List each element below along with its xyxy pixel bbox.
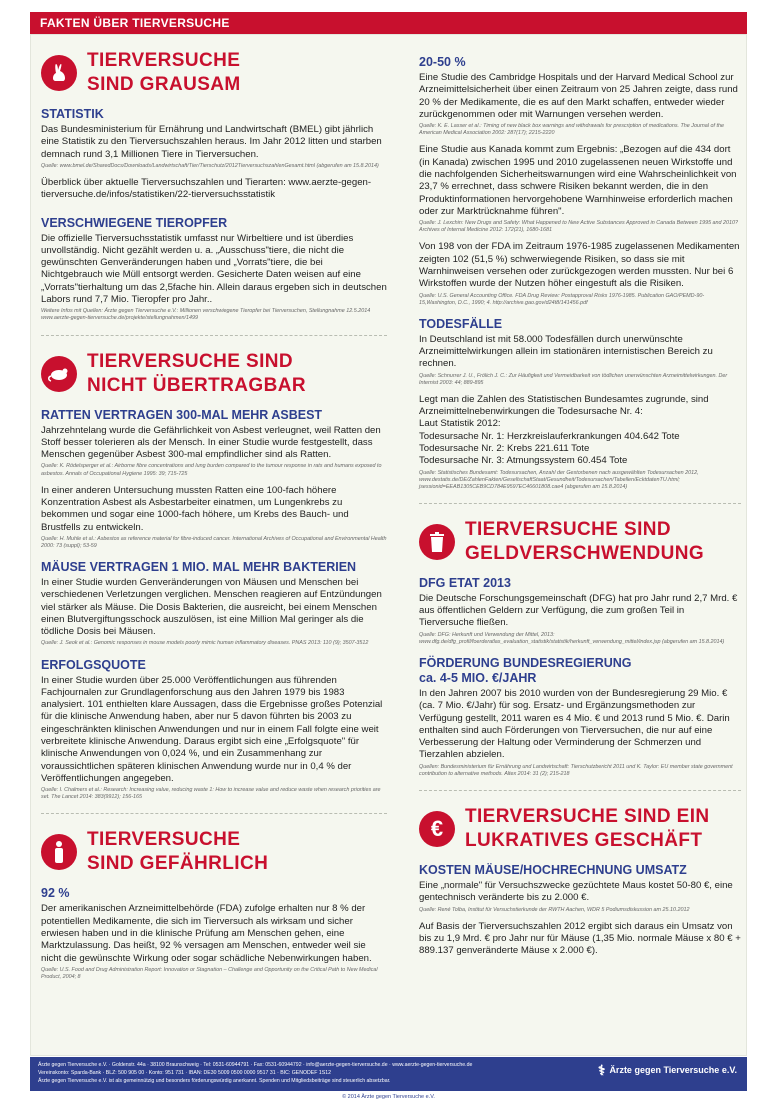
heading-hidden-victims: VERSCHWIEGENE TIEROPFER bbox=[41, 215, 228, 230]
paragraph-92-percent: Der amerikanischen Arzneimittelbehörde (FDA) zufolge erhalten nur 8 % der potentiellen Medikamente, die sich im Tierversuch als wirksam und sicher erwiesen haben und in die klinische Prüfung am Menschen gehen, eine Marktzulassung. Das heißt, 92 % versagen am Menschen, entweder weil sie nicht die gewünschte Wirkung oder sogar schädliche Nebenwirkungen haben. bbox=[41, 903, 372, 964]
divider bbox=[41, 335, 387, 336]
source-death-rank: Quelle: Statistisches Bundesamt: Todesursachen, Anzahl der Gestorbenen nach ausgewählten Todesursachen 2012, www.destatis.de/DE/ZahlenFakten/GesellschaftStaat/Gesundheit/Todesursachen/Tabellen/EcktdatenTU.html; jsessionid=EEAB1305CEB9CD784E9597EC46601808.cae4 (abgerufen am 15.8.2014) bbox=[419, 469, 699, 490]
section-title-dangerous-2: SIND GEFÄHRLICH bbox=[87, 853, 269, 875]
divider bbox=[41, 813, 387, 814]
paragraph-revenue: Auf Basis der Tierversuchszahlen 2012 ergibt sich daraus ein Umsatz von bis zu 1,9 Mrd. € pro Jahr nur für Mäuse (1,35 Mio. normale Mäuse x 80 € + 889.137 genveränderte Mäuse x 2.000 €). bbox=[419, 920, 741, 957]
section-title-waste-2: GELDVERSCHWENDUNG bbox=[465, 542, 705, 564]
paragraph-government-funding: In den Jahren 2007 bis 2010 wurden von der Bundesregierung 29 Mio. € (ca. 7 Mio. €/Jahr) für sog. Ersatz- und Ergänzungsmethoden zur Verfügung gestellt, 2011 waren es 4 Mio. € und 2013 rund 5 Mio. €. Darin enthalten sind auch Förderungen von Tierversuchen, die nur auf eine Verbesserung der Haltung oder Verminderung der Schmerzen und Tierzahlen abzielen. bbox=[419, 687, 730, 761]
paragraph-statistik: Das Bundesministerium für Ernährung und Landwirtschaft (BMEL) gibt jährlich eine Statistik zu den Tierversuchszahlen heraus. Im Jahr 2012 litten und starben demnach rund 3,1 Millionen Tiere in Tierversuchen. bbox=[41, 124, 382, 160]
source-government-funding: Quellen: Bundesministerium für Ernährung und Landwirtschaft: Tierschutzbericht 2011 und K. Taylor: EU member state government contribution to alternative methods. Altex 2014: 31 (2); 215-218 bbox=[419, 763, 733, 777]
footer-charity-line: Ärzte gegen Tierversuche e.V. ist als gemeinnützig und besonders förderungswürdig anerkannt. Spenden und Mitgliedsbeiträge sind steuerlich absetzbar. bbox=[38, 1078, 391, 1084]
paragraph-hidden-victims: Die offizielle Tierversuchsstatistik umfasst nur Wirbeltiere und ist überdies unvollständig. Nicht gezählt werden u. a. „Ausschuss"tiere, die nicht die gewünschten Genveränderungen haben und „Vorrats"tiere, die bei Nichtgebrauch wie Müll entsorgt werden. Gesicherte Daten weisen auf eine „Vorrats"tierhaltung um das 2,5fache hin. Allein daraus ergeben sich in deutschen Labors rund 7,7 Mio. Tieropfer pro Jahr.. bbox=[41, 232, 387, 306]
section-title-cruel-1: TIERVERSUCHE bbox=[87, 50, 241, 71]
stat-line-3: Todesursache Nr. 2: Krebs 221.611 Tote bbox=[419, 442, 590, 454]
page-header-title: FAKTEN ÜBER TIERVERSUCHE bbox=[40, 16, 230, 30]
source-fda: Quelle: U.S. General Accounting Office. FDA Drug Review: Postapproval Risks 1976-1985. Publication GAO/PEMD-90-15,Washington, D.C., 1990; 4. http://archive.gao.gov/d24t8/141456.pdf bbox=[419, 292, 705, 306]
heading-statistik: STATISTIK bbox=[41, 107, 104, 121]
divider bbox=[419, 503, 741, 504]
source-asbestos-2: Quelle: H. Muhle et al.: Asbestos as reference material for fibre-induced cancer. International Archives of Occupational and Environmental Health 2000: 73 (suppl); 53-59 bbox=[41, 535, 387, 549]
section-title-cruel-2: SIND GRAUSAM bbox=[87, 74, 241, 95]
heading-asbestos: RATTEN VERTRAGEN 300-MAL MEHR ASBEST bbox=[41, 407, 323, 422]
heading-dfg: DFG ETAT 2013 bbox=[419, 575, 511, 590]
source-mice-bacteria: Quelle: J. Seok et al.: Genomic responses in mouse models poorly mimic human inflammatory diseases. PNAS 2013: 110 (9); 3507-3512 bbox=[41, 640, 369, 647]
section-title-lucrative-1: TIERVERSUCHE SIND EIN bbox=[465, 805, 710, 827]
paragraph-mouse-costs: Eine „normale" für Versuchszwecke gezüchtete Maus kostet 50-80 €, eine gentechnisch veränderte bis zu 2.000 €. bbox=[419, 879, 733, 904]
heading-mice-bacteria: MÄUSE VERTRAGEN 1 MIO. MAL MEHR BAKTERIEN bbox=[41, 560, 357, 574]
source-20-50-percent: Quelle: K. E. Lasser et al.: Timing of new black box warnings and withdrawals for prescription of medications. The Journal of the American Medical Association 2002: 287(17); 2215-2220 bbox=[419, 123, 724, 137]
section-title-not-transferable-1: TIERVERSUCHE SIND bbox=[87, 350, 293, 372]
right-column bbox=[419, 35, 741, 957]
paragraph-death-rank: Legt man die Zahlen des Statistischen Bundesamtes zugrunde, sind Arzneimittelnebenwirkungen die Todesursache Nr. 4: bbox=[419, 393, 709, 418]
person-icon bbox=[41, 834, 77, 870]
paragraph-canada: Eine Studie aus Kanada kommt zum Ergebnis: „Bezogen auf die 434 dort (in Kanada) zwischen 1995 und 2010 zugelassenen neuen Wirkstoffe und die nachfolgenden Sicherheitswarnungen wird eine Wahrscheinlichkeit von 23,7 % errechnet, dass schwere Risiken bekannt werden, die in den Produktinformationen hervorgehobene Warnhinweise erforderlich machen oder zur Marktrücknahme führen". bbox=[419, 144, 737, 217]
heading-mouse-costs: KOSTEN MÄUSE/HOCHRECHNUNG UMSATZ bbox=[419, 862, 687, 877]
paragraph-dfg: Die Deutsche Forschungsgemeinschaft (DFG) hat pro Jahr rund 2,7 Mrd. € aus öffentlichen Geldern zur Verfügung, die zum großen Teil in Tierversuche fließen. bbox=[419, 592, 738, 629]
paragraph-overview-link: Überblick über aktuelle Tierversuchszahlen und Tierarten: www.aerzte-gegen-tierversuche.de/infos/statistiken/22-tierversuchsstatistik bbox=[41, 176, 372, 201]
stat-line-1: Laut Statistik 2012: bbox=[419, 418, 501, 430]
section-title-not-transferable-2: NICHT ÜBERTRAGBAR bbox=[87, 374, 306, 396]
rat-icon bbox=[41, 356, 77, 392]
source-canada: Quelle: J. Lexchin: New Drugs and Safety: What Happened to New Active Substances Approved in Canada Between 1995 and 2010? Archives of Internal Medicine 2012: 172(21), 1680-1681 bbox=[419, 220, 739, 234]
source-deaths: Quelle: Schnurrer J. U., Frölich J. C.: Zur Häufigkeit und Vermeidbarkeit von tödlichen unerwünschten Arzneimittelwirkungen. Der Internist 2003: 44; 889-895 bbox=[419, 372, 728, 386]
divider bbox=[419, 790, 741, 791]
heading-deaths: TODESFÄLLE bbox=[419, 316, 503, 331]
footer-contact-line: Ärzte gegen Tierversuche e.V. · Goldenstr. 44a · 38100 Braunschweig · Tel: 0531-60944791 · Fax: 0531-60944792 · info@aerzte-gegen-tierversuche.de · www.aerzte-gegen-tierversuche.de bbox=[38, 1062, 473, 1068]
stat-line-2: Todesursache Nr. 1: Herzkreislauferkrankungen 404.642 Tote bbox=[419, 430, 680, 442]
aesculapian-logo-icon: ⚕ bbox=[597, 1062, 606, 1078]
heading-success-rate: ERFOLGSQUOTE bbox=[41, 657, 146, 672]
paragraph-success-rate: In einer Studie wurden über 25.000 Veröffentlichungen aus führenden Fachjournalen zur Grundlagenforschung aus den Jahren 1979 bis 1983 analysiert. 101 enthielten klare Aussagen, dass die Ergebnisse großes Potenzial für die klinische Anwendung haben, aber nur 5 davon führten bis 2003 zu eingeschränkten klinischen Anwendungen und nur in einem Fall folgte eine weit verbreitete klinische Anwendung. Daraus ergibt sich eine „Erfolgsquote" für klinische Anwendungen von 0,024 %, und ein Zusammenhang zur voraussichtlichen späteren klinischen Anwendung wurde nur in 0,4 % der Veröffentlichungen angegeben. bbox=[41, 674, 383, 784]
paragraph-asbestos-2: In einer anderen Untersuchung mussten Ratten eine 100-fach höhere Konzentration Asbest als Asbestarbeiter einatmen, um Lungenkrebs zu bekommen und sogar eine 1000-fach höhere, um Krebs des Bauch- und Brustfells zu entwickeln. bbox=[41, 484, 349, 533]
heading-20-50-percent: 20-50 % bbox=[419, 55, 466, 69]
paragraph-mice-bacteria: In einer Studie wurden Genveränderungen von Mäusen und Menschen bei verschiedenen Verletzungen verglichen. Menschen reagieren auf Entzündungen viel stärker als Mäuse. Die Dosis Bakterien, die ausreicht, bei einem Menschen einen Blutvergiftungsschock auszulösen, ist eine Million Mal geringer als die tödliche Dosis bei Mäusen. bbox=[41, 577, 382, 638]
paragraph-deaths: In Deutschland ist mit 58.000 Todesfällen durch unerwünschte Arzneimittelwirkungen allein im stationären internistischen Bereich zu rechnen. bbox=[419, 333, 713, 370]
copyright-text: © 2014 Ärzte gegen Tierversuche e.V. bbox=[342, 1094, 435, 1100]
paragraph-20-50-percent: Eine Studie des Cambridge Hospitals und der Harvard Medical School zur Arzneimittelsicherheit über einen Zeitraum von 25 Jahren zeigte, dass rund 20 % der Medikamente, die es auf den Markt schaffen, entweder wieder zurückgenommen oder mit Warnungen versehen werden. bbox=[419, 72, 738, 120]
page-header-bar bbox=[30, 12, 747, 34]
section-header-waste bbox=[419, 518, 741, 566]
rabbit-icon bbox=[41, 55, 77, 91]
paragraph-fda: Von 198 von der FDA im Zeitraum 1976-1985 zugelassenen Medikamenten zeigten 102 (51,5 %) schwerwiegende Risiken, so dass sie mit Warnhinweisen versehen oder zurückgezogen werden mussten. Nur bei 6 Wirkstoffen wurde der Nutzen höher eingestuft als die Risiken. bbox=[419, 241, 740, 290]
section-header-not-transferable bbox=[41, 350, 387, 398]
heading-government-funding bbox=[419, 656, 741, 686]
heading-government-funding-2: ca. 4-5 MIO. €/JAHR bbox=[419, 670, 537, 685]
content-page bbox=[30, 34, 747, 1056]
source-asbestos: Quelle: K. Rödelsperger et al.: Airborne fibre concentrations and lung burden compared to the tumour response in rats and humans exposed to asbestos. Annals of Occupational Hygiene 1995: 39; 715-725 bbox=[41, 463, 382, 477]
heading-92-percent: 92 % bbox=[41, 886, 70, 901]
source-statistik: Quelle: www.bmel.de/SharedDocs/Downloads/Landwirtschaft/Tier/Tierschutz/2012TierversuchszahlenGesamt.html (abgerufen am 15.8.2014) bbox=[41, 162, 379, 169]
section-header-dangerous bbox=[41, 828, 387, 876]
source-mouse-costs: Quelle: René Tolba, Institut für Versuchstierkunde der RWTH Aachen, WDR 5 Podiumsdiskussion am 25.10.2012 bbox=[419, 906, 690, 913]
heading-government-funding-1: FÖRDERUNG BUNDESREGIERUNG bbox=[419, 655, 632, 670]
section-title-lucrative-2: LUKRATIVES GESCHÄFT bbox=[465, 829, 703, 851]
euro-icon: € bbox=[419, 811, 455, 847]
section-title-waste-1: TIERVERSUCHE SIND bbox=[465, 518, 671, 540]
footer-bar bbox=[30, 1057, 747, 1091]
source-hidden-victims: Weitere Infos mit Quellen: Ärzte gegen Tierversuche e.V.: Millionen verschwiegene Tieropfer bei Tierversuchen, Stellungnahme 12.5.2014 www.aerzte-gegen-tierversuche.de/projekte/stellungnahmen/1499 bbox=[41, 308, 371, 322]
source-success-rate: Quelle: I. Chalmers et al.: Research: Increasing value, reducing waste 1: How to increase value and reduce waste when research priorities are set. The Lancet 2014: 383(9912); 156-165 bbox=[41, 787, 381, 801]
section-title-dangerous-1: TIERVERSUCHE bbox=[87, 829, 241, 851]
section-header-lucrative bbox=[419, 805, 741, 853]
section-header-cruel bbox=[41, 49, 387, 97]
footer-logo-text: Ärzte gegen Tierversuche e.V. bbox=[609, 1065, 737, 1075]
footer-logo bbox=[597, 1062, 737, 1078]
trash-icon bbox=[419, 524, 455, 560]
source-92-percent: Quelle: U.S. Food and Drug Administration Report: Innovation or Stagnation – Challenge and Opportunity on the Critical Path to New Medical Product, 2004; 8 bbox=[41, 966, 378, 981]
paragraph-asbestos: Jahrzehntelang wurde die Gefährlichkeit von Asbest verleugnet, weil Ratten den Stoff besser tolerieren als der Mensch. In einer Studie wurde festgestellt, dass Menschen gegenüber Asbest 300-mal empfindlicher sind als Ratten. bbox=[41, 424, 381, 461]
footer-bank-line: Vereinskonto: Sparda-Bank · BLZ: 500 905 00 · Konto: 951 731 · IBAN: DE30 5009 0500 0000 9517 31 · BIC: GENODEF 1S12 bbox=[38, 1070, 331, 1076]
source-dfg: Quelle: DFG: Herkunft und Verwendung der Mittel, 2013: www.dfg.de/dfg_profil/foerderatlas_evaluation_statistik/statistik/herkunft_verwendung_mittel/index.jsp (abgerufen am 15.8.2014) bbox=[419, 631, 725, 645]
stat-line-4: Todesursache Nr. 3: Atmungssystem 60.454 Tote bbox=[419, 455, 628, 467]
left-column bbox=[41, 35, 387, 981]
